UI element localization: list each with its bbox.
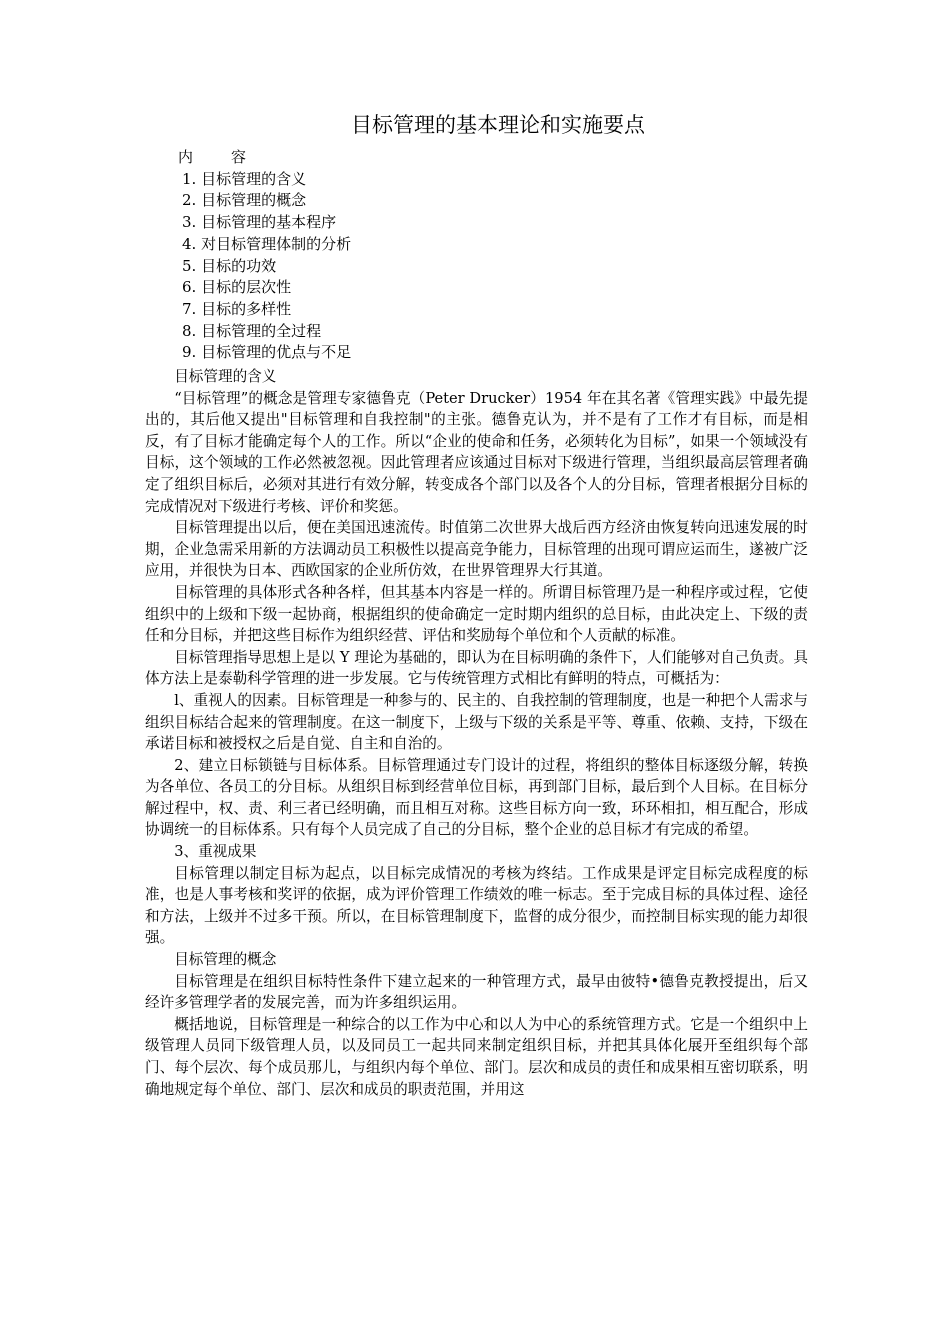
toc-item: 4. 对目标管理体制的分析 bbox=[182, 234, 352, 253]
body-paragraph: 概括地说，目标管理是一种综合的以工作为中心和以人为中心的系统管理方式。它是一个组织中上级管理人员同下级管理人员，以及同员工一起共同来制定组织目标，并把其具体化展开至组织每个部门、每个层次、每个成员那儿，与组织内每个单位、部门。层次和成员的责任和成果相互密切联系，明确地规定每个单位、部门、层次和成员的职责范围，并用这 bbox=[145, 1015, 808, 1098]
body-paragraph: 2、建立日标锁链与目标体系。目标管理通过专门设计的过程，将组织的整体目标逐级分解，转换为各单位、各员工的分目标。从组织目标到经营单位目标，再到部门目标，最后到个人目标。在目标分解过程中，权、责、利三者已经明确，而且相互对称。这些目标方向一致，环环相扣，相互配合，形成协调统一的目标体系。只有每个人员完成了自己的分目标，整个企业的总目标才有完成的希望。 bbox=[145, 756, 808, 839]
section-heading: 目标管理的含义 bbox=[174, 368, 277, 385]
table-of-contents bbox=[178, 147, 351, 364]
toc-heading-left: 内 bbox=[178, 148, 194, 166]
toc-item: 2. 目标管理的概念 bbox=[182, 191, 307, 210]
body-paragraph: 目标管理以制定目标为起点，以目标完成情况的考核为终结。工作成果是评定目标完成程度的标准，也是人事考核和奖评的依据，成为评价管理工作绩效的唯一标志。至于完成目标的具体过程、途径和方法，上级并不过多干预。所以，在目标管理制度下，监督的成分很少，而控制目标实现的能力却很强。 bbox=[145, 864, 808, 947]
body-paragraph: 目标管理的具体形式各种各样，但其基本内容是一样的。所谓目标管理乃是一种程序或过程，它使组织中的上级和下级一起协商，根据组织的使命确定一定时期内组织的总目标，由此决定上、下级的责任和分目标，并把这些目标作为组织经营、评估和奖励每个单位和个人贡献的标准。 bbox=[145, 583, 808, 645]
body-paragraph: 目标管理是在组织目标特性条件下建立起来的一种管理方式，最早由彼特•德鲁克教授提出，后又经许多管理学者的发展完善，而为许多组织运用。 bbox=[145, 972, 808, 1012]
section-heading: 目标管理的概念 bbox=[174, 951, 277, 969]
toc-heading bbox=[178, 147, 351, 169]
toc-item: 9. 目标管理的优点与不足 bbox=[182, 343, 352, 362]
toc-item: 3. 目标管理的基本程序 bbox=[182, 213, 337, 232]
toc-item: 5. 目标的功效 bbox=[182, 256, 277, 275]
toc-item: 7. 目标的多样性 bbox=[182, 299, 292, 318]
body-paragraph: 目标管理提出以后，便在美国迅速流传。时值第二次世界大战后西方经济由恢复转向迅速发展的时期，企业急需采用新的方法调动员工积极性以提高竞争能力，目标管理的出现可谓应运而生，遂被广泛应用，并很快为日本、西欧国家的企业所仿效，在世界管理界大行其道。 bbox=[145, 519, 808, 580]
document-body bbox=[145, 366, 808, 1100]
toc-item: 8. 目标管理的全过程 bbox=[182, 321, 322, 340]
body-paragraph: 目标管理指导思想上是以 Y 理论为基础的，即认为在目标明确的条件下，人们能够对自己负责。具体方法上是泰勒科学管理的进一步发展。它与传统管理方式相比有鲜明的特点，可概括为： bbox=[145, 648, 808, 688]
toc-item: 6. 目标的层次性 bbox=[182, 278, 292, 297]
body-paragraph: 3、重视成果 bbox=[174, 843, 257, 861]
body-paragraph: l、重视人的因素。目标管理是一种参与的、民主的、自我控制的管理制度，也是一种把个人需求与组织目标结合起来的管理制度。在这一制度下，上级与下级的关系是平等、尊重、依赖、支持，下级在承诺目标和被授权之后是自觉、自主和自治的。 bbox=[145, 691, 808, 753]
toc-heading-right: 容 bbox=[231, 148, 247, 166]
toc-item: 1. 目标管理的含义 bbox=[182, 169, 307, 188]
document-title: 目标管理的基本理论和实施要点 bbox=[351, 113, 645, 137]
body-paragraph: “目标管理”的概念是管理专家德鲁克（Peter Drucker）1954 年在其名著《管理实践》中最先提出的，其后他又提出"目标管理和自我控制"的主张。德鲁克认为，并不是有了工作才有目标，而是相反，有了目标才能确定每个人的工作。所以“企业的使命和任务，必须转化为目标”，如果一个领域没有目标，这个领域的工作必然被忽视。因此管理者应该通过目标对下级进行管理，当组织最高层管理者确定了组织目标后，必须对其进行有效分解，转变成各个部门以及各个人的分目标，管理者根据分目标的完成情况对下级进行考核、评价和奖惩。 bbox=[145, 389, 808, 515]
